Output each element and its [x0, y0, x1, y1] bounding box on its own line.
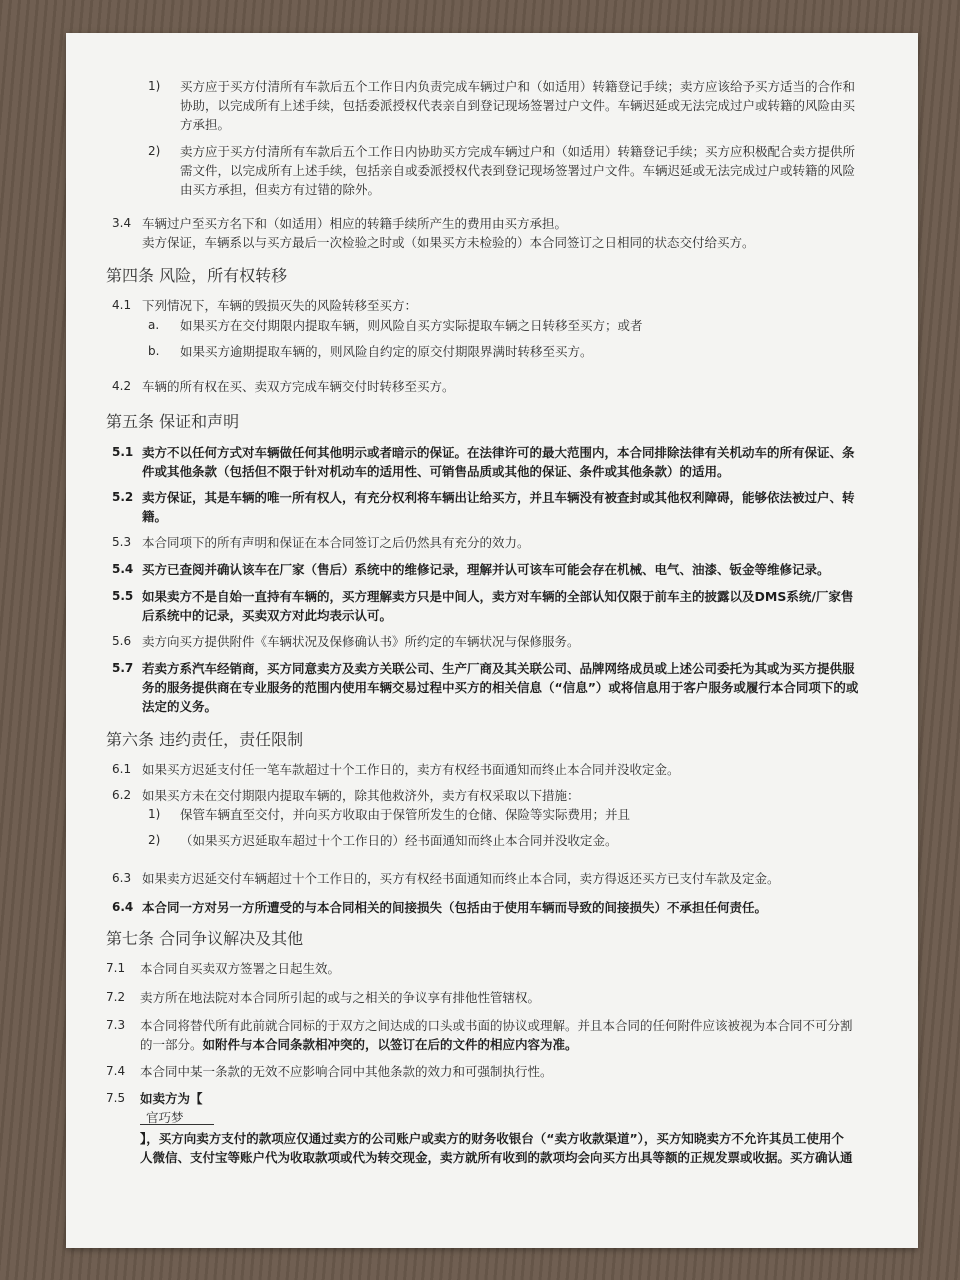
- clause-line: 法定的义务。: [142, 699, 218, 714]
- clause-line: 务的服务提供商在专业服务的范围内使用车辆交易过程中买方的相关信息（“信息”）或将信息用于客户服务或履行本合同项下的或: [142, 680, 859, 695]
- clause-line: 如果买方迟延支付任一笔车款超过十个工作日的，卖方有权经书面通知而终止本合同并没收定金。: [142, 762, 680, 777]
- clause-line: 买方应于买方付清所有车款后五个工作日内负责完成车辆过户和（如适用）转籍登记手续；卖方应该给予买方适当的合作和: [180, 79, 856, 94]
- clause-number: 7.5: [106, 1091, 126, 1105]
- clause-line: 买方已查阅并确认该车在厂家（售后）系统中的维修记录，理解并认可该车可能会存在机械、电气、油漆、钣金等维修记录。: [142, 562, 830, 577]
- clause-text: 的一部分。: [140, 1037, 203, 1052]
- article-heading: 第六条 违约责任，责任限制: [106, 730, 304, 749]
- clause-number: 6.3: [112, 871, 132, 885]
- item-number: b.: [148, 344, 160, 358]
- clause-line: 如卖方为【: [140, 1091, 203, 1106]
- clause-number: 5.2: [112, 490, 134, 504]
- clause-line: 若卖方系汽车经销商，买方同意卖方及卖方关联公司、生产厂商及其关联公司、品牌网络成员或上述公司委托为其或为买方提供服: [142, 661, 855, 676]
- article-heading: 第四条 风险，所有权转移: [106, 266, 288, 285]
- clause-line: 卖方向买方提供附件《车辆状况及保修确认书》所约定的车辆状况与保修服务。: [142, 634, 580, 649]
- clause-line: 卖方应于买方付清所有车款后五个工作日内协助买方完成车辆过户和（如适用）转籍登记手续；买方应积极配合卖方提供所: [180, 144, 856, 159]
- clause-line: 如果买方逾期提取车辆的，则风险自约定的原交付期限界满时转移至买方。: [180, 344, 593, 359]
- clause-number: 7.2: [106, 990, 126, 1004]
- fill-underline: [140, 1124, 214, 1125]
- article-heading: 第七条 合同争议解决及其他: [106, 929, 304, 948]
- clause-number: 5.5: [112, 589, 134, 603]
- clause-number: 5.1: [112, 445, 134, 459]
- clause-line: 方承担。: [180, 117, 231, 132]
- clause-line: 籍。: [142, 509, 168, 524]
- clause-line: 由买方承担，但卖方有过错的除外。: [180, 182, 381, 197]
- clause-line: 如果买方在交付期限内提取车辆，则风险自买方实际提取车辆之日转移至买方；或者: [180, 318, 643, 333]
- item-number: 1): [148, 807, 161, 821]
- clause-number: 5.7: [112, 661, 134, 675]
- clause-line: 卖方不以任何方式对车辆做任何其他明示或者暗示的保证。在法律许可的最大范围内，本合同排除法律有关机动车的所有保证、条: [142, 445, 855, 460]
- clause-number: 3.4: [112, 216, 132, 230]
- clause-number: 4.1: [112, 298, 132, 312]
- clause-number: 6.2: [112, 788, 132, 802]
- clause-line: 如果卖方迟延交付车辆超过十个工作日的，买方有权经书面通知而终止本合同，卖方得返还买方已支付车款及定金。: [142, 871, 780, 886]
- clause-number: 6.4: [112, 900, 134, 914]
- clause-line: [140, 1035, 578, 1054]
- clause-line: 卖方所在地法院对本合同所引起的或与之相关的争议享有排他性管辖权。: [140, 990, 541, 1005]
- clause-line: 本合同项下的所有声明和保证在本合同签订之后仍然具有充分的效力。: [142, 535, 530, 550]
- clause-text-bold: 如附件与本合同条款相冲突的，以签订在后的文件的相应内容为准。: [202, 1037, 578, 1052]
- clause-line: 车辆过户至买方名下和（如适用）相应的转籍手续所产生的费用由买方承担。: [142, 216, 568, 231]
- clause-line: 卖方保证，其是车辆的唯一所有权人，有充分权利将车辆出让给买方，并且车辆没有被查封或其他权利障碍，能够依法被过户、转: [142, 490, 855, 505]
- clause-line: 卖方保证，车辆系以与买方最后一次检验之时或（如果买方未检验的）本合同签订之日相同的状态交付给买方。: [142, 235, 755, 250]
- clause-line: 】，买方向卖方支付的款项应仅通过卖方的公司账户或卖方的财务收银台（“卖方收款渠道”），买方知晓卖方不允许其员工使用个: [140, 1131, 844, 1146]
- clause-line: 如果卖方不是自始一直持有车辆的，买方理解卖方只是中间人，卖方对车辆的全部认知仅限于前车主的披露以及DMS系统/厂家售: [142, 589, 854, 604]
- clause-line: 本合同将替代所有此前就合同标的于双方之间达成的口头或书面的协议或理解。并且本合同的任何附件应该被视为本合同不可分割: [140, 1018, 853, 1033]
- clause-line: 协助，以完成所有上述手续，包括委派授权代表亲自到登记现场签署过户文件。车辆迟延或无法完成过户或转籍的风险由买: [180, 98, 856, 113]
- clause-number: 7.3: [106, 1018, 126, 1032]
- clause-line: 下列情况下，车辆的毁损灭失的风险转移至买方：: [142, 298, 418, 313]
- item-number: 1): [148, 79, 161, 93]
- clause-line: 人微信、支付宝等账户代为收取款项或代为转交现金，卖方就所有收到的款项均会向买方出具等额的正规发票或收据。买方确认通: [140, 1150, 853, 1165]
- item-number: a.: [148, 318, 160, 332]
- clause-line: 本合同一方对另一方所遭受的与本合同相关的间接损失（包括由于使用车辆而导致的间接损失）不承担任何责任。: [142, 900, 768, 915]
- clause-line: 保管车辆直至交付，并向买方收取由于保管所发生的仓储、保险等实际费用；并且: [180, 807, 631, 822]
- clause-line: 件或其他条款（包括但不限于针对机动车的适用性、可销售品质或其他的保证、条件或其他条款）的适用。: [142, 464, 730, 479]
- clause-line: 后系统中的记录，买卖双方对此均表示认可。: [142, 608, 393, 623]
- clause-number: 6.1: [112, 762, 132, 776]
- article-heading: 第五条 保证和声明: [106, 412, 240, 431]
- item-number: 2): [148, 144, 161, 158]
- clause-number: 5.6: [112, 634, 132, 648]
- clause-line: 如果买方未在交付期限内提取车辆的，除其他救济外，卖方有权采取以下措施：: [142, 788, 580, 803]
- contract-page: [66, 33, 918, 1248]
- item-number: 2): [148, 833, 161, 847]
- clause-number: 5.4: [112, 562, 134, 576]
- clause-line: 本合同中某一条款的无效不应影响合同中其他条款的效力和可强制执行性。: [140, 1064, 553, 1079]
- clause-number: 4.2: [112, 379, 132, 393]
- clause-number: 7.1: [106, 961, 126, 975]
- filled-name: 官巧梦: [146, 1110, 184, 1125]
- clause-line: （如果买方迟延取车超过十个工作日的）经书面通知而终止本合同并没收定金。: [180, 833, 618, 848]
- clause-number: 5.3: [112, 535, 132, 549]
- clause-line: 需文件，以完成所有上述手续，包括亲自或委派授权代表到登记现场签署过户文件。车辆迟延或无法完成过户或转籍的风险: [180, 163, 856, 178]
- clause-line: 车辆的所有权在买、卖双方完成车辆交付时转移至买方。: [142, 379, 455, 394]
- clause-number: 7.4: [106, 1064, 126, 1078]
- clause-line: 本合同自买卖双方签署之日起生效。: [140, 961, 341, 976]
